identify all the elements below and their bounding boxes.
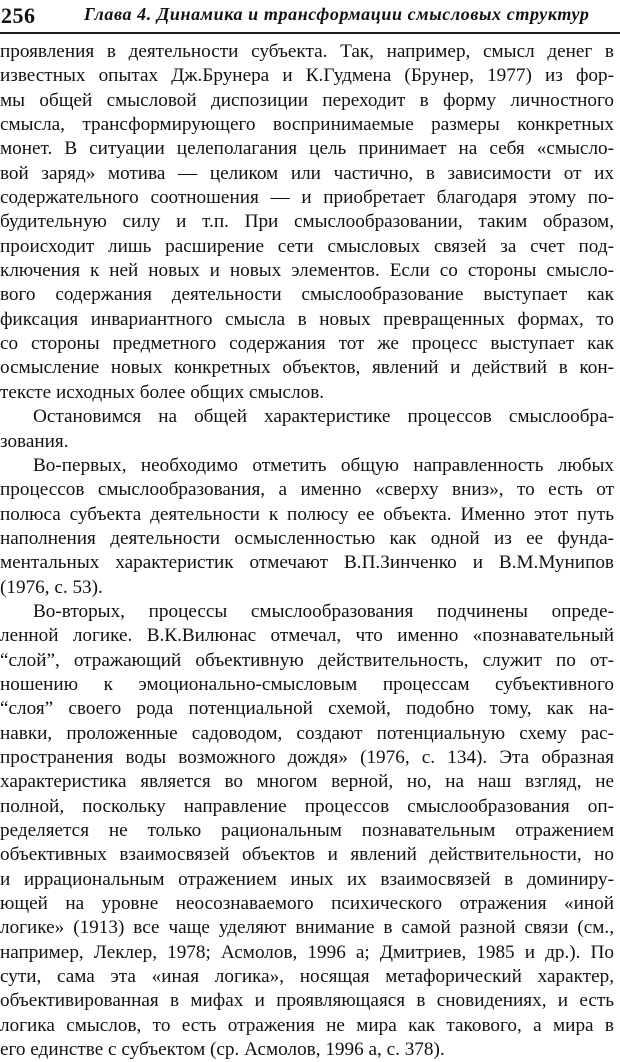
text-line: его единстве с субъектом (ср. Асмолов, 1996 а, с. 378). [0,1039,445,1061]
text-line: логика смыслов, то есть отражения не мира как такового, а мира в [0,1014,614,1036]
page-header [0,0,620,34]
text-line: навки, проложенные садоводом, создают потенциальную схему рас- [0,722,614,744]
text-line: полной, поскольку направление процессов смыслообразования оп- [0,795,614,817]
text-line: содержательного соотношения — и приобретает благодаря этому по- [0,187,614,209]
text-line: будительную силу и т.п. При смыслообразовании, таким образом, [0,211,614,233]
text-line: полюса субъекта деятельности к полюсу ее объекта. Именно этот путь [0,503,614,525]
text-line: вой заряд» мотива — целиком или частично, в зависимости от их [0,162,614,184]
text-line: процессов смыслообразования, а именно «сверху вниз», то есть от [0,479,614,501]
text-line: ношению к эмоционально-смысловым процессам субъективного [0,673,614,695]
text-line: характеристика является во многом верной, но, на наш взгляд, не [0,771,614,793]
text-line: Во-вторых, процессы смыслообразования подчинены опреде- [33,600,614,622]
text-line: пространения воды возможного дождя» (1976, с. 134). Эта образная [0,746,614,768]
text-line: объективных взаимосвязей объектов и явлений действительности, но [0,844,614,866]
text-line: (1976, с. 53). [0,576,103,598]
text-line: логике» (1913) все чаще уделяют внимание в самой разной связи (см., [0,917,614,939]
text-line: “слоя” своего рода потенциальной схемой, подобно тому, как на- [0,698,614,720]
text-line: со стороны предметного содержания тот же процесс выступает как [0,333,614,355]
text-line: сути, сама эта «иная логика», носящая метафорический характер, [0,966,614,988]
text-line: и иррациональным отражением иных их взаимосвязей в доминиру- [0,868,614,890]
text-line: мы общей смысловой диспозиции переходит в форму личностного [0,89,614,111]
text-line: проявления в деятельности субъекта. Так, например, смысл денег в [0,41,614,62]
text-line: объективированная в мифах и проявляющаяся в сновидениях, и есть [0,990,614,1012]
page-number: 256 [1,3,36,28]
text-line: монет. В ситуации целеполагания цель принимает на себя «смысло- [0,138,614,160]
text-line: тексте исходных более общих смыслов. [0,381,325,403]
text-line: ключения к ней новых и новых элементов. Если со стороны смысло- [0,260,614,282]
text-line: ющей на уровне неосознаваемого психического отражения «иной [0,893,614,915]
text-line: ленной логике. В.К.Вилюнас отмечал, что именно «познавательный [0,625,614,647]
text-line: вого содержания деятельности смыслообразование выступает как [0,284,614,306]
text-line: Во-первых, необходимо отметить общую направленность любых [33,454,614,476]
text-line: например, Леклер, 1978; Асмолов, 1996 а; Дмитриев, 1985 и др.). По [0,941,614,963]
text-line: зования. [0,430,69,452]
text-line: фиксация инвариантного смысла в новых превращенных формах, то [0,308,614,330]
text-line: осмысление новых конкретных объектов, явлений и действий в кон- [0,357,614,379]
text-line: ментальных характеристик отмечают В.П.Зинченко и В.М.Мунипов [0,552,614,574]
text-line: Остановимся на общей характеристике процессов смыслообра- [33,406,614,428]
body-text [0,40,620,1062]
text-line: наполнения деятельности осмысленностью как одной из ее фунда- [0,527,614,549]
text-line: ределяется не только рациональным познавательным отражением [0,820,614,841]
text-line: известных опытах Дж.Брунера и К.Гудмена (Брунер, 1977) из фор- [0,65,614,87]
text-line: “слой”, отражающий объективную действительность, служит по от- [0,649,614,671]
running-head: Глава 4. Динамика и трансформации смысловых структур [84,4,590,24]
text-line: смысла, трансформирующего воспринимаемые размеры конкретных [0,114,614,136]
text-line: происходит лишь расширение сети смысловых связей за счет под- [0,235,614,257]
